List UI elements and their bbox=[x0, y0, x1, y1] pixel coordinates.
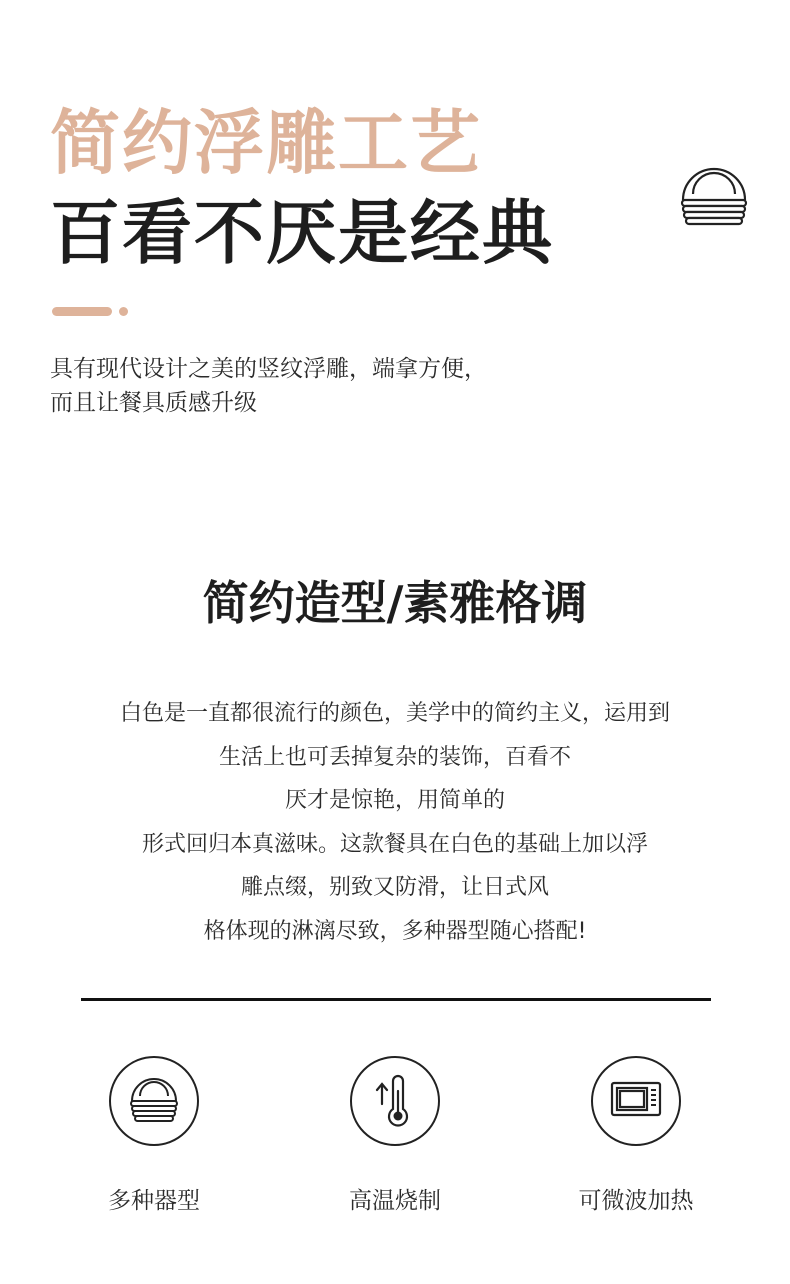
desc-line: 雕点缀，别致又防滑，让日式风 bbox=[240, 875, 549, 900]
section-divider bbox=[81, 998, 711, 1001]
title-main: 百看不厌是经典 bbox=[50, 192, 554, 274]
feature-label: 多种器型 bbox=[108, 1188, 200, 1214]
intro-line: 具有现代设计之美的竖纹浮雕，端拿方便， bbox=[50, 356, 487, 382]
microwave-icon bbox=[606, 1069, 666, 1133]
section-title: 简约造型/素雅格调 bbox=[202, 576, 588, 630]
decorative-bar bbox=[52, 307, 112, 316]
thermometer-icon bbox=[365, 1069, 425, 1133]
desc-line: 白色是一直都很流行的颜色，美学中的简约主义，运用到 bbox=[119, 701, 670, 726]
title-accent: 简约浮雕工艺 bbox=[50, 102, 482, 184]
desc-line: 生活上也可丢掉复杂的装饰，百看不 bbox=[218, 744, 571, 770]
feature-icon-circle bbox=[591, 1056, 681, 1146]
stacked-plates-icon bbox=[124, 1069, 184, 1133]
feature-icon-circle bbox=[109, 1056, 199, 1146]
section-description bbox=[0, 692, 790, 953]
decorative-dot bbox=[119, 307, 128, 316]
feature-item bbox=[536, 1056, 736, 1215]
feature-icon-circle bbox=[350, 1056, 440, 1146]
desc-line: 格体现的淋漓尽致，多种器型随心搭配! bbox=[203, 918, 587, 944]
feature-label: 可微波加热 bbox=[578, 1188, 694, 1214]
feature-item bbox=[54, 1056, 254, 1215]
desc-line: 形式回归本真滋味。这款餐具在白色的基础上加以浮 bbox=[141, 831, 648, 857]
intro-line: 而且让餐具质感升级 bbox=[50, 390, 257, 416]
feature-item bbox=[295, 1056, 495, 1215]
feature-label: 高温烧制 bbox=[349, 1188, 441, 1214]
intro-text bbox=[50, 352, 650, 420]
desc-line: 厌才是惊艳，用简单的 bbox=[284, 788, 505, 813]
stacked-plates-icon bbox=[676, 156, 752, 232]
